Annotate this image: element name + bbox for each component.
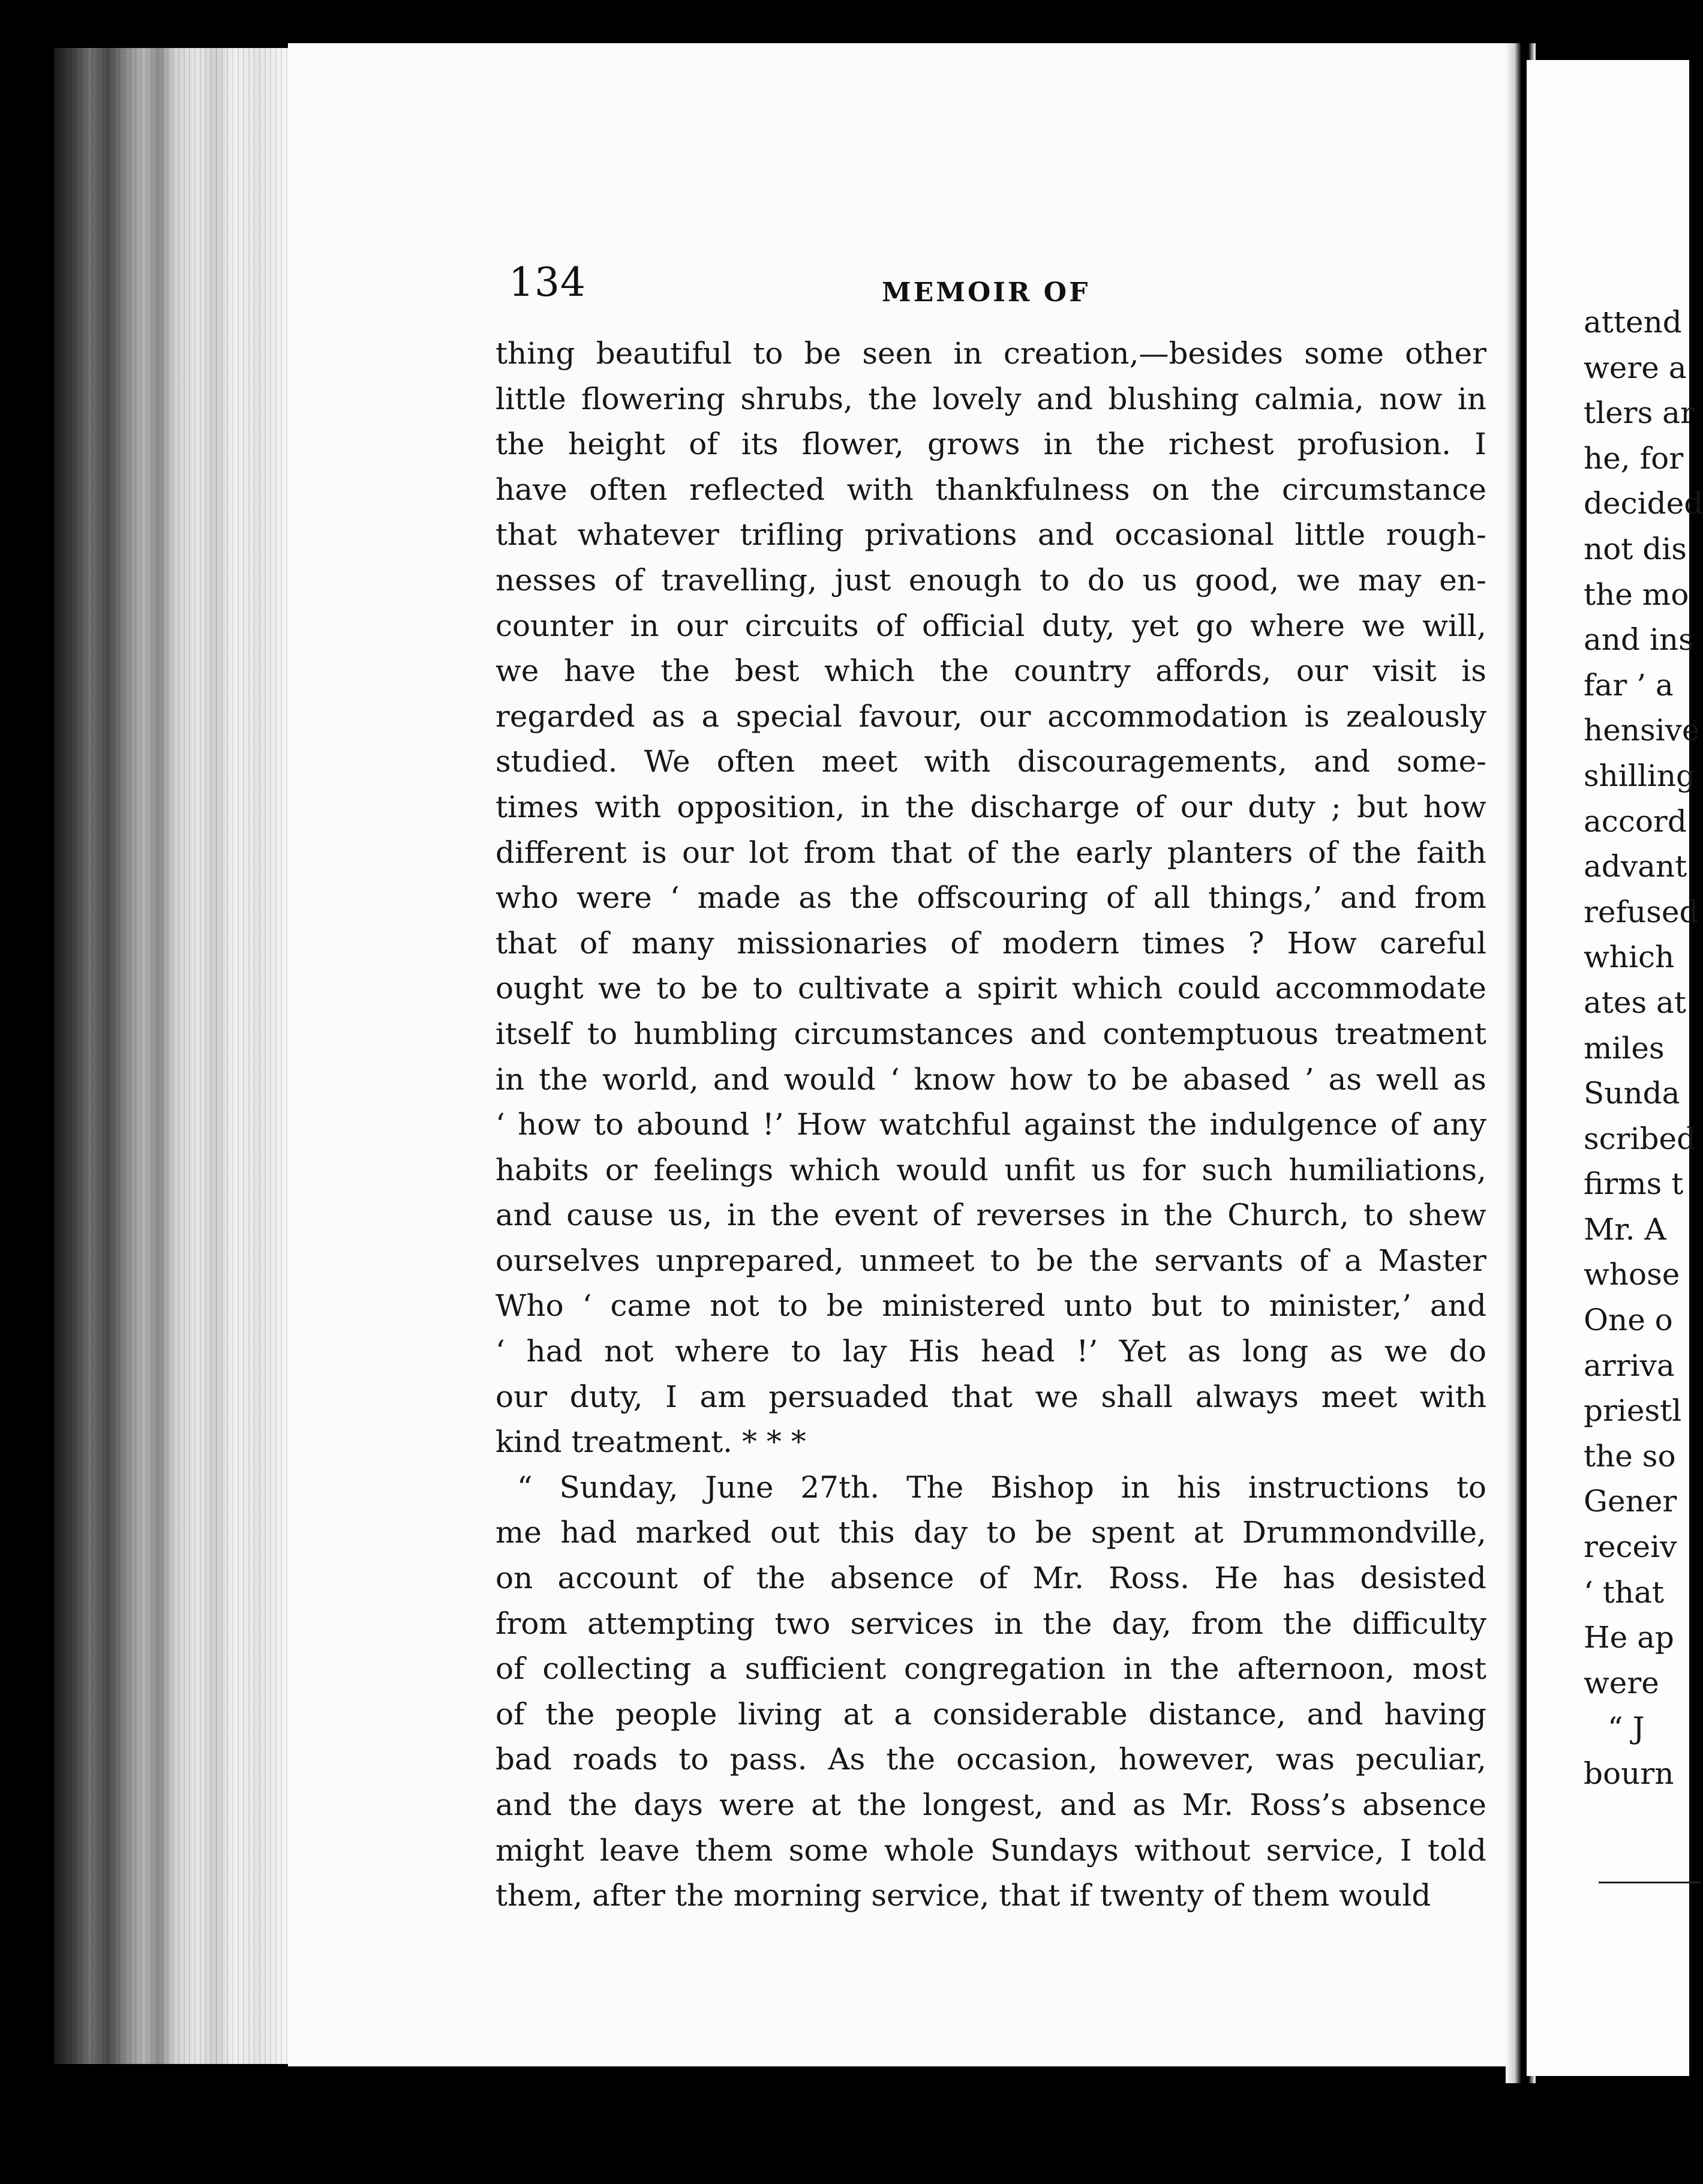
text-line: itself to humbling circumstances and contemptuous treatment xyxy=(495,1016,1486,1051)
right-text-line: were xyxy=(1584,1665,1659,1700)
text-line: of the people living at a considerable distance, and having xyxy=(495,1696,1486,1732)
running-title: MEMOIR OF xyxy=(882,277,1091,308)
right-text-line: and ins xyxy=(1584,622,1694,658)
text-line: and the days were at the longest, and as Mr. Ross’s absence xyxy=(495,1787,1486,1822)
text-line: me had marked out this day to be spent at Drummondville, xyxy=(495,1515,1486,1550)
right-text-line: miles xyxy=(1584,1030,1665,1066)
right-text-line: arriva xyxy=(1584,1348,1675,1383)
body-text xyxy=(495,331,1486,1919)
right-text-line: One o xyxy=(1584,1303,1673,1338)
right-text-line: “ J xyxy=(1608,1711,1645,1746)
right-text-line: Gener xyxy=(1584,1484,1677,1519)
right-book-page xyxy=(1527,60,1703,2076)
text-line: them, after the morning service, that if twenty of them would xyxy=(495,1878,1431,1913)
right-text-line: refused xyxy=(1584,894,1699,929)
right-text-line: he, for xyxy=(1584,440,1684,476)
right-text-line: He ap xyxy=(1584,1620,1674,1655)
right-text-line: tlers ar xyxy=(1584,395,1695,431)
text-line: who were ‘ made as the offscouring of all things,’ and from xyxy=(495,880,1486,916)
right-page-text xyxy=(1584,300,1703,1797)
text-line: and cause us, in the event of reverses in the Church, to shew xyxy=(495,1198,1486,1233)
text-line: habits or feelings which would unfit us for such humiliations, xyxy=(495,1152,1486,1187)
text-line: little flowering shrubs, the lovely and blushing calmia, now in xyxy=(495,381,1486,416)
running-head xyxy=(288,259,1518,319)
text-line: nesses of travelling, just enough to do us good, we may en- xyxy=(495,562,1486,598)
right-text-line: scribed xyxy=(1584,1121,1696,1156)
text-line: counter in our circuits of official duty, yet go where we will, xyxy=(495,608,1486,643)
text-line: bad roads to pass. As the occasion, however, was peculiar, xyxy=(495,1742,1486,1777)
page-number: 134 xyxy=(509,259,586,305)
text-line: of collecting a sufficient congregation in the afternoon, most xyxy=(495,1651,1486,1687)
right-text-line: Mr. A xyxy=(1584,1211,1666,1247)
text-line: “ Sunday, June 27th. The Bishop in his instructions to xyxy=(517,1469,1486,1505)
right-text-line: far ’ a xyxy=(1584,667,1674,703)
text-line: in the world, and would ‘ know how to be abased ’ as well as xyxy=(495,1061,1486,1097)
right-text-line: attend xyxy=(1584,305,1682,340)
right-text-line: priestl xyxy=(1584,1393,1682,1429)
text-line: times with opposition, in the discharge of our duty ; but how xyxy=(495,789,1486,824)
text-line: thing beautiful to be seen in creation,—besides some other xyxy=(495,336,1486,371)
text-line: might leave them some whole Sundays without service, I told xyxy=(495,1832,1486,1868)
text-line: ‘ had not where to lay His head !’ Yet as long as we do xyxy=(495,1334,1486,1369)
right-text-line: ‘ that xyxy=(1584,1574,1664,1610)
text-line: that of many missionaries of modern times ? How careful xyxy=(495,925,1486,961)
right-text-line: Sunda xyxy=(1584,1076,1680,1111)
footnote-rule xyxy=(1599,1882,1701,1883)
right-text-line: hensive xyxy=(1584,713,1700,748)
right-text-line: ates at xyxy=(1584,985,1686,1020)
right-text-line: were a xyxy=(1584,350,1687,385)
right-text-line: which xyxy=(1584,940,1675,975)
text-line: studied. We often meet with discouragements, and some- xyxy=(495,744,1486,779)
right-text-line: firms t xyxy=(1584,1166,1684,1202)
right-text-line: the so xyxy=(1584,1438,1676,1474)
text-line: Who ‘ came not to be ministered unto but to minister,’ and xyxy=(495,1288,1486,1324)
right-text-line: shilling xyxy=(1584,758,1696,793)
text-line: from attempting two services in the day, from the difficulty xyxy=(495,1606,1486,1641)
right-text-line: whose xyxy=(1584,1257,1680,1292)
right-text-line: receiv xyxy=(1584,1529,1677,1565)
text-line: ‘ how to abound !’ How watchful against the indulgence of any xyxy=(495,1107,1486,1142)
left-book-page xyxy=(288,43,1518,2066)
right-text-line: accord xyxy=(1584,803,1687,839)
text-line: ought we to be to cultivate a spirit which could accommodate xyxy=(495,971,1486,1006)
text-line: regarded as a special favour, our accommodation is zealously xyxy=(495,698,1486,734)
text-line: ourselves unprepared, unmeet to be the servants of a Master xyxy=(495,1243,1486,1278)
text-line: our duty, I am persuaded that we shall always meet with xyxy=(495,1379,1486,1414)
text-line: different is our lot from that of the early planters of the faith xyxy=(495,835,1486,870)
text-line: kind treatment. * * * xyxy=(495,1424,806,1460)
right-text-line: bourn xyxy=(1584,1756,1674,1791)
text-line: the height of its flower, grows in the richest profusion. I xyxy=(495,427,1486,462)
text-line: have often reflected with thankfulness on the circumstance xyxy=(495,472,1486,507)
text-line: we have the best which the country affords, our visit is xyxy=(495,653,1486,689)
right-text-line: decided xyxy=(1584,486,1703,521)
right-text-line: advant xyxy=(1584,849,1687,884)
book-page-edges xyxy=(54,48,288,2064)
right-text-line: not dis xyxy=(1584,531,1687,566)
text-line: that whatever trifling privations and occasional little rough- xyxy=(495,517,1486,553)
right-text-line: the mo xyxy=(1584,577,1689,612)
text-line: on account of the absence of Mr. Ross. He has desisted xyxy=(495,1561,1486,1596)
